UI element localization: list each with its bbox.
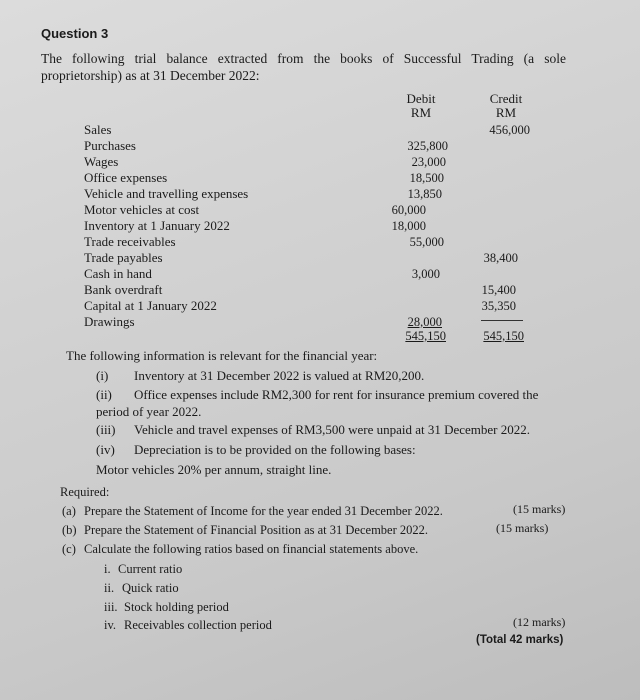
row-sales-label: Sales (84, 122, 112, 137)
required-label: Required: (60, 485, 110, 499)
info-text-i: Inventory at 31 December 2022 is valued at RM20,200. (134, 368, 425, 383)
row-office-label: Office expenses (84, 170, 168, 185)
debit-label: Debit (406, 91, 436, 106)
row-motor-label: Motor vehicles at cost (84, 202, 200, 217)
credit-header (481, 92, 531, 120)
info-text-ii-cont: period of year 2022. (96, 404, 202, 419)
motor-note: Motor vehicles 20% per annum, straight line. (96, 462, 332, 477)
row-capital-label: Capital at 1 January 2022 (84, 298, 217, 313)
req-num-b: (b) (62, 523, 77, 537)
question-title: Question 3 (41, 26, 109, 41)
credit-unit: RM (495, 105, 517, 120)
row-payables-label: Trade payables (84, 250, 163, 265)
row-cash-debit: 3,000 (411, 267, 440, 281)
req-text-c: Calculate the following ratios based on financial statements above. (84, 542, 419, 556)
row-capital-credit: 35,350 (481, 299, 516, 313)
info-num-iv: (iv) (96, 442, 115, 457)
row-drawings-debit: 28,000 (407, 315, 442, 329)
ratio-text-3: Stock holding period (124, 600, 229, 614)
total-marks: (Total 42 marks) (476, 634, 564, 646)
req-marks-b: (15 marks) (496, 521, 549, 535)
row-receivables-debit: 55,000 (409, 235, 444, 249)
row-purchases-label: Purchases (84, 138, 136, 153)
req-text-b: Prepare the Statement of Financial Position as at 31 December 2022. (84, 523, 429, 537)
ratio-num-1: i. (104, 562, 111, 576)
ratio-marks: (12 marks) (513, 615, 566, 629)
req-num-a: (a) (62, 504, 76, 518)
row-cash-label: Cash in hand (84, 266, 152, 281)
debit-header (398, 92, 444, 120)
ratio-num-2: ii. (104, 581, 115, 595)
credit-total: 545,150 (483, 329, 524, 343)
row-drawings-label: Drawings (84, 314, 135, 329)
row-inventory-label: Inventory at 1 January 2022 (84, 218, 230, 233)
row-motor-debit: 60,000 (391, 203, 426, 217)
credit-label: Credit (489, 91, 523, 106)
info-num-iii: (iii) (96, 422, 116, 437)
info-text-ii: Office expenses include RM2,300 for rent for insurance premium covered the (134, 387, 539, 402)
debit-unit: RM (410, 105, 432, 120)
ratio-text-2: Quick ratio (122, 581, 179, 595)
ratio-num-3: iii. (104, 600, 118, 614)
row-sales-credit: 456,000 (489, 123, 530, 137)
row-receivables-label: Trade receivables (84, 234, 176, 249)
info-heading: The following information is relevant for the financial year: (66, 348, 378, 363)
row-office-debit: 18,500 (409, 171, 444, 185)
row-overdraft-credit: 15,400 (481, 283, 516, 297)
info-num-i: (i) (96, 368, 109, 383)
intro-text: The following trial balance extracted from the books of Successful Trading (a sole proprietorship) as at 31 December 2022: (41, 51, 566, 83)
req-marks-a: (15 marks) (513, 502, 566, 516)
ratio-text-1: Current ratio (118, 562, 183, 576)
row-wages-debit: 23,000 (411, 155, 446, 169)
row-purchases-debit: 325,800 (407, 139, 448, 153)
row-overdraft-label: Bank overdraft (84, 282, 163, 297)
row-inventory-debit: 18,000 (391, 219, 426, 233)
row-payables-credit: 38,400 (483, 251, 518, 265)
credit-total-rule (481, 320, 523, 321)
row-wages-label: Wages (84, 154, 119, 169)
row-vehicle-exp-label: Vehicle and travelling expenses (84, 186, 249, 201)
debit-total: 545,150 (405, 329, 446, 343)
req-text-a: Prepare the Statement of Income for the year ended 31 December 2022. (84, 504, 443, 518)
info-num-ii: (ii) (96, 387, 112, 402)
info-text-iii: Vehicle and travel expenses of RM3,500 were unpaid at 31 December 2022. (134, 422, 531, 437)
req-num-c: (c) (62, 542, 76, 556)
ratio-num-4: iv. (104, 618, 117, 632)
info-text-iv: Depreciation is to be provided on the following bases: (134, 442, 416, 457)
row-vehicle-exp-debit: 13,850 (407, 187, 442, 201)
ratio-text-4: Receivables collection period (124, 618, 272, 632)
